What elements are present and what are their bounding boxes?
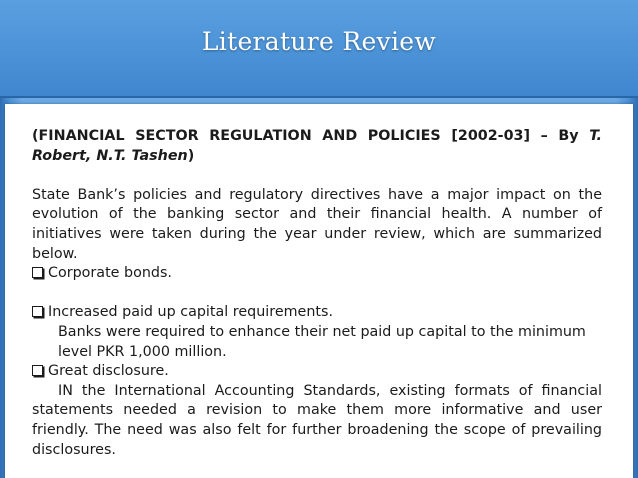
- heading-prefix: (FINANCIAL SECTOR REGULATION AND POLICIES [2002-03] – By: [32, 128, 590, 144]
- bullet-label: Increased paid up capital requirements.: [48, 304, 333, 321]
- bullet-item: [32, 362, 602, 382]
- bullet-label: Great disclosure.: [48, 363, 169, 380]
- bullet-label: Corporate bonds.: [48, 265, 172, 282]
- bullet-detail: Banks were required to enhance their net paid up capital to the minimum level PKR 1,000 million.: [58, 323, 586, 360]
- heading-suffix: ): [187, 147, 195, 164]
- slide-title: Literature Review: [201, 27, 437, 56]
- intro-paragraph: State Bank’s policies and regulatory directives have a major impact on the evolution of the banking sector and their financial health. A number of initiatives were taken during the year under review, which are summarized below.: [32, 186, 602, 262]
- heading-authors: T. Robert, N.T. Tashen: [32, 128, 602, 164]
- checkbox-bullet-icon: [32, 365, 43, 376]
- title-band: [0, 0, 638, 98]
- checkbox-bullet-icon: [32, 306, 43, 317]
- spacer: [32, 166, 602, 186]
- bullet-detail: IN the International Accounting Standards, existing formats of financial statements needed a revision to make them more informative and user friendly. The need was also felt for further broadening the scope of prevailing disclosures.: [32, 382, 602, 458]
- bullet-item: [32, 264, 602, 284]
- checkbox-bullet-icon: [32, 267, 43, 278]
- section-heading: [32, 127, 602, 166]
- body-text: [32, 127, 602, 460]
- bullet-item: [32, 303, 602, 323]
- spacer: [32, 284, 602, 304]
